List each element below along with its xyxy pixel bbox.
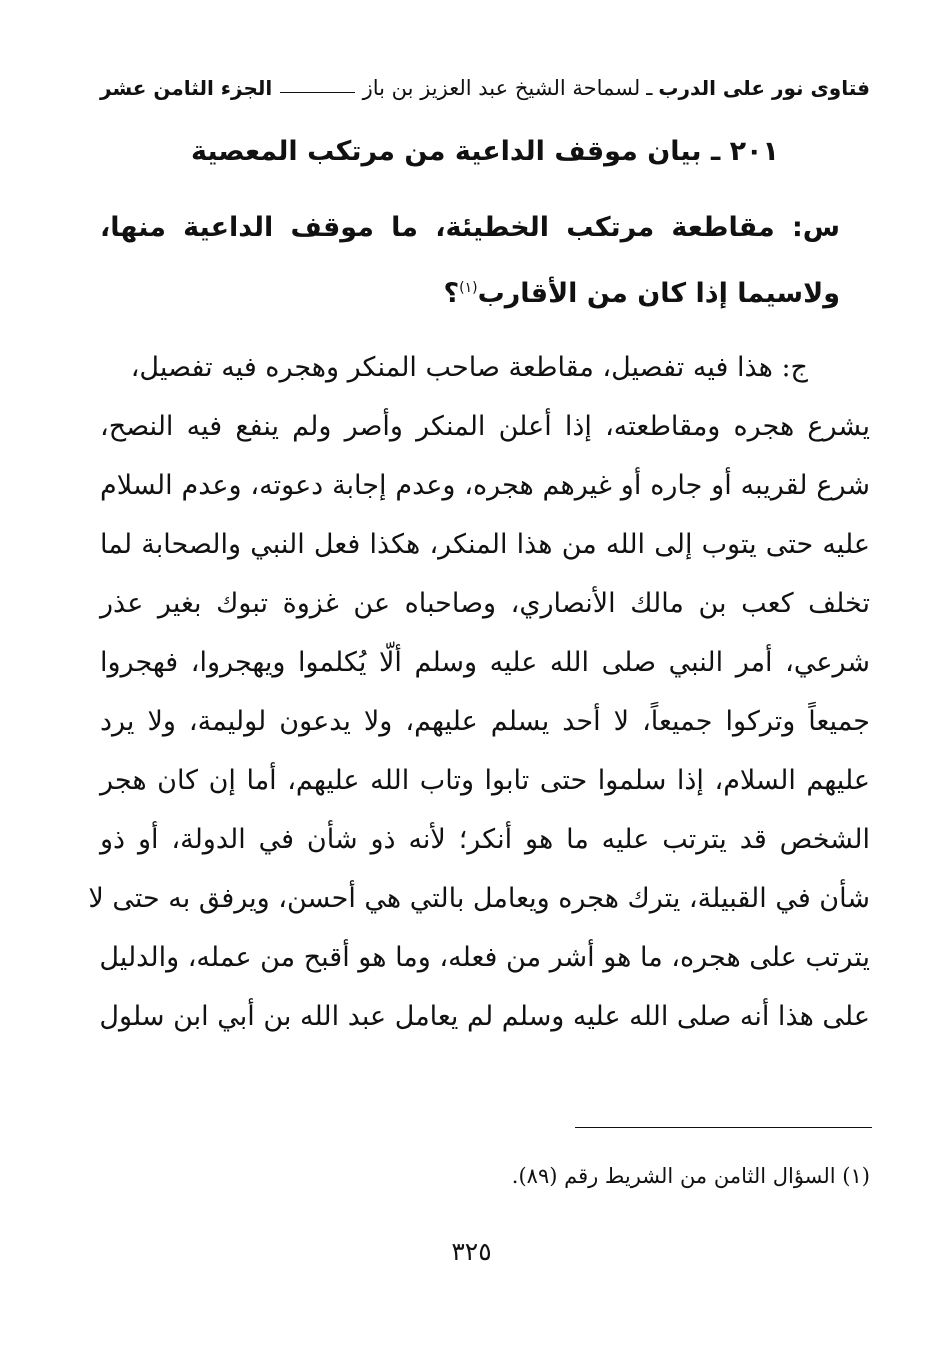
question-text: س: مقاطعة مرتكب الخطيئة، ما موقف الداعية منها، ولاسيما إذا كان من الأقارب	[100, 212, 840, 309]
question-block	[100, 198, 840, 324]
answer-line: يشرع هجره ومقاطعته، إذا أعلن المنكر وأصر ولم ينفع فيه النصح،	[100, 411, 870, 442]
author-name: لسماحة الشيخ عبد العزيز بن باز	[362, 76, 641, 100]
running-header	[100, 68, 870, 108]
answer-line: شأن في القبيلة، يترك هجره ويعامل بالتي هي أحسن، ويرفق به حتى لا	[88, 883, 870, 914]
header-rule	[280, 92, 354, 93]
answer-line: جميعاً وتركوا جميعاً، لا أحد يسلم عليهم، ولا يدعون لوليمة، ولا يرد	[100, 706, 870, 737]
footnote-reference: (١)	[459, 280, 478, 296]
volume-part: الجزء الثامن عشر	[100, 76, 273, 100]
footnote: (١) السؤال الثامن من الشريط رقم (٨٩).	[511, 1164, 870, 1188]
page-number: ٣٢٥	[451, 1237, 492, 1266]
header-separator: ـ	[646, 76, 653, 100]
answer-line: الشخص قد يترتب عليه ما هو أنكر؛ لأنه ذو شأن في الدولة، أو ذو	[100, 824, 870, 855]
footnote-separator	[575, 1127, 872, 1128]
answer-line: عليه حتى يتوب إلى الله من هذا المنكر، هكذا فعل النبي والصحابة لما	[100, 529, 870, 560]
answer-line: على هذا أنه صلى الله عليه وسلم لم يعامل عبد الله بن أبي ابن سلول	[99, 1001, 870, 1032]
answer-line: يترتب على هجره، ما هو أشر من فعله، وما هو أقبح من عمله، والدليل	[99, 942, 870, 973]
answer-block	[88, 338, 870, 1046]
book-title: فتاوى نور على الدرب	[658, 76, 870, 100]
answer-line: عليهم السلام، إذا سلموا حتى تابوا وتاب الله عليهم، أما إن كان هجر	[100, 765, 870, 796]
answer-line: شرع لقريبه أو جاره أو غيرهم هجره، وعدم إجابة دعوته، وعدم السلام	[100, 470, 870, 501]
answer-line: تخلف كعب بن مالك الأنصاري، وصاحباه عن غزوة تبوك بغير عذر	[100, 588, 870, 619]
section-title: ٢٠١ ـ بيان موقف الداعية من مرتكب المعصية	[190, 136, 780, 167]
question-mark: ؟	[443, 278, 460, 309]
answer-line: ج: هذا فيه تفصيل، مقاطعة صاحب المنكر وهجره فيه تفصيل،	[130, 352, 808, 383]
answer-line: شرعي، أمر النبي صلى الله عليه وسلم ألّا يُكلموا ويهجروا، فهجروا	[100, 647, 870, 678]
